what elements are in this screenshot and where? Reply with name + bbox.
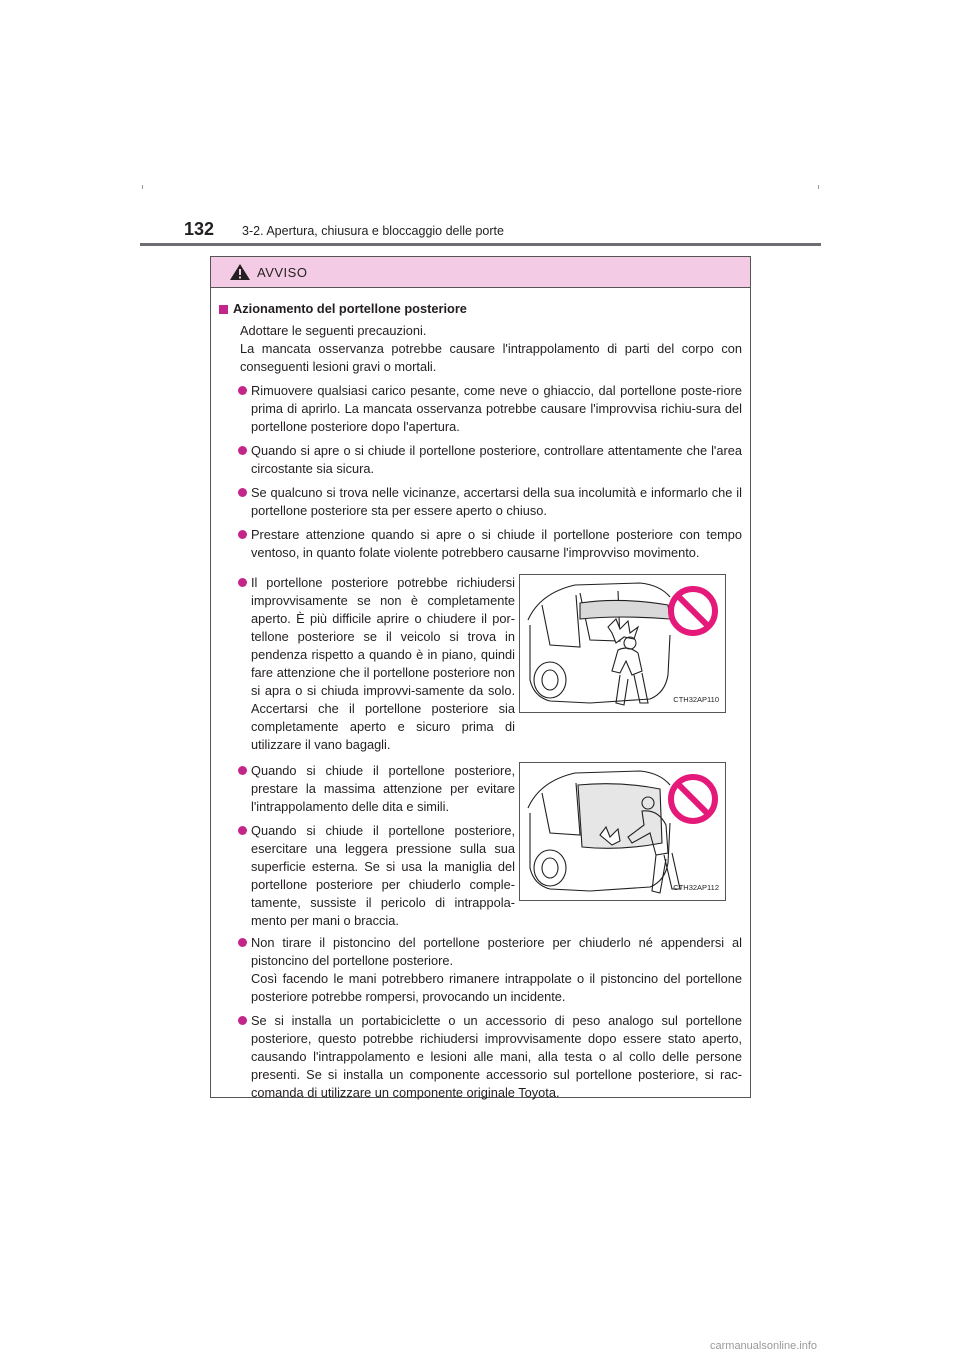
bullet-item: Non tirare il pistoncino del portellone posteriore per chiuderlo né appendersi al pistoncino del portellone posteriore. Così facendo le mani potrebbero rimanere intrappolate o il pistoncino del portellone posteriore potrebbe rompersi, provocando un incidente. bbox=[219, 934, 742, 1006]
crop-mark-left bbox=[142, 185, 143, 189]
figure-tailgate-open bbox=[519, 574, 726, 713]
warning-section-title: Azionamento del portellone posteriore bbox=[233, 301, 467, 316]
warning-box bbox=[210, 256, 751, 1098]
warning-label: AVVISO bbox=[257, 264, 308, 280]
header-rule bbox=[140, 243, 821, 246]
bullet-item: Rimuovere qualsiasi carico pesante, come neve o ghiaccio, dal portellone poste-riore prima di aprirlo. La mancata osservanza potrebbe causare l'improvvisa richiu-sura del portellone posteriore dopo l'apertura. bbox=[219, 382, 742, 436]
figure-code: CTH32AP110 bbox=[673, 695, 719, 704]
bullet-item: Prestare attenzione quando si apre o si chiude il portellone posteriore con tempo ventoso, in quanto folate violente potrebbero causarne l'improvviso movimento. bbox=[219, 526, 742, 562]
watermark: carmanualsonline.info bbox=[710, 1340, 818, 1352]
page-number: 132 bbox=[184, 219, 215, 239]
bullet-item: Il portellone posteriore potrebbe richiudersi improvvisamente se non è completamente aperto. È più difficile aprire o chiudere il por-tellone posteriore se il veicolo si trova in pendenza rispetto a quando è in piano, quindi fare attenzione che il portellone posteriore non si apra o si chiuda improvvi-samente da solo. Accertarsi che il portellone posteriore sia completamente aperto e sicuro prima di utilizzare il vano bagagli. bbox=[219, 574, 515, 754]
crop-mark-right bbox=[818, 185, 819, 189]
bullet-dot-icon bbox=[238, 938, 247, 947]
bullet-dot-icon bbox=[238, 386, 247, 395]
figure-tailgate-closing bbox=[519, 762, 726, 901]
bullet-item: Quando si chiude il portellone posteriore, esercitare una leggera pressione sulla sua superficie esterna. Se si usa la maniglia del portellone posteriore per chiuderlo comple-tamente, sussiste il pericolo di intrappola-mento per mani o braccia. bbox=[219, 822, 515, 930]
square-bullet-icon bbox=[219, 305, 228, 314]
warning-section-heading bbox=[219, 300, 742, 318]
intro-line-1: Adottare le seguenti precauzioni. bbox=[240, 323, 427, 338]
bullet-dot-icon bbox=[238, 826, 247, 835]
figure-code: CTH32AP112 bbox=[673, 883, 719, 892]
bullet-item: Se qualcuno si trova nelle vicinanze, accertarsi della sua incolumità e informarlo che il portellone posteriore sta per essere aperto o chiuso. bbox=[219, 484, 742, 520]
figure-row-1 bbox=[219, 574, 742, 756]
bullet-dot-icon bbox=[238, 1016, 247, 1025]
prohibition-icon bbox=[667, 585, 719, 637]
warning-header bbox=[211, 257, 750, 288]
section-title: 3-2. Apertura, chiusura e bloccaggio delle porte bbox=[242, 224, 504, 238]
figure-row-2 bbox=[219, 762, 742, 934]
bullet-dot-icon bbox=[238, 578, 247, 587]
prohibition-icon bbox=[667, 773, 719, 825]
warning-body bbox=[211, 288, 750, 1102]
bullet-dot-icon bbox=[238, 766, 247, 775]
bullet-dot-icon bbox=[238, 488, 247, 497]
bullet-item: Quando si chiude il portellone posteriore, prestare la massima attenzione per evitare l'intrappolamento delle dita e simili. bbox=[219, 762, 515, 816]
bullet-dot-icon bbox=[238, 446, 247, 455]
bullet-dot-icon bbox=[238, 530, 247, 539]
intro-line-2: La mancata osservanza potrebbe causare l'intrappolamento di parti del corpo con conseguenti lesioni gravi o mortali. bbox=[240, 341, 742, 374]
bullet-item: Se si installa un portabiciclette o un accessorio di peso analogo sul portellone posteriore, questo potrebbe richiudersi improvvisamente dopo essere stato aperto, causando l'intrappolamento e lesioni alle mani, alla testa o al collo delle persone presenti. Se si installa un componente accessorio sul portellone posteriore, si rac-comanda di utilizzare un componente originale Toyota. bbox=[219, 1012, 742, 1102]
warning-triangle-icon bbox=[229, 263, 251, 281]
page-header bbox=[184, 219, 504, 243]
bullet-item: Quando si apre o si chiude il portellone posteriore, controllare attentamente che l'area circostante sia sicura. bbox=[219, 442, 742, 478]
